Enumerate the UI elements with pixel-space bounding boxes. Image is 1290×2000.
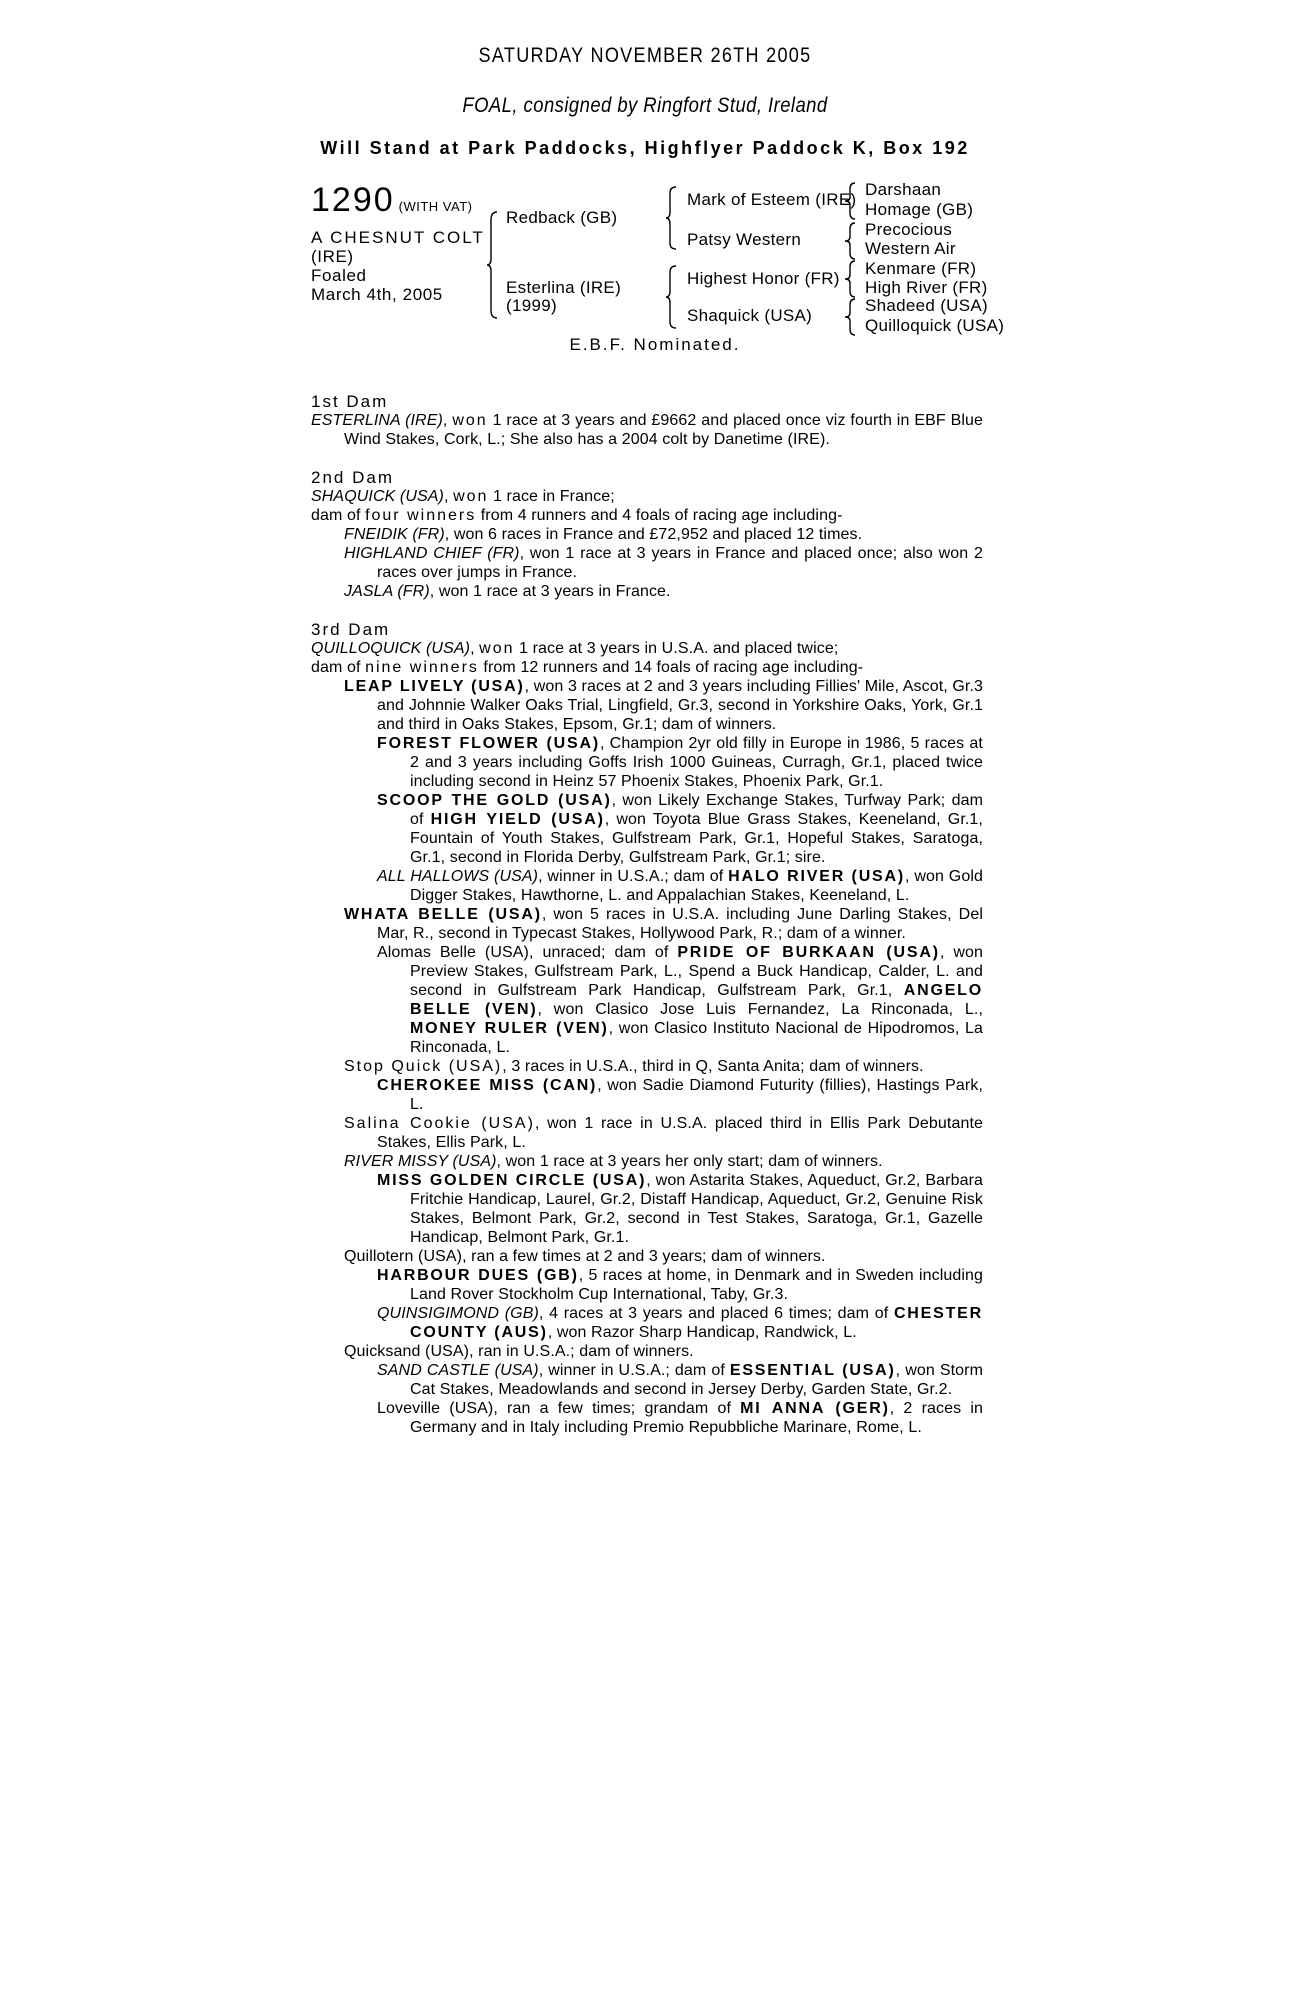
pedigree-bracket-gen1	[487, 210, 503, 320]
pedigree-dsd: High River (FR)	[865, 278, 988, 297]
miss-golden-circle-text: , won Astarita Stakes, Aqueduct, Gr.2, Barbara Fritchie Handicap, Laurel, Gr.2, Distaff Handicap, Aqueduct, Gr.2, Genuine Risk Stakes, Belmont Park, Gr.2, second in Test Stakes, Saratoga, Gr.1, Gazelle Handicap, Belmont Park, Gr.1.	[410, 1172, 984, 1246]
jasla-name: JASLA (FR)	[344, 583, 430, 600]
lot-number-row	[311, 181, 501, 226]
miss-golden-circle-entry	[311, 1171, 983, 1247]
vat-label: (WITH VAT)	[398, 199, 473, 214]
leap-lively-text: , won 3 races at 2 and 3 years including Fillies' Mile, Ascot, Gr.3 and Johnnie Walker Oaks Trial, Lingfield, Gr.3, second in Yorkshire Oaks, York, Gr.1 and third in Oaks Stakes, Epsom, Gr.1; dam of winners.	[377, 678, 983, 733]
stop-quick-text: , 3 races in U.S.A., third in Q, Santa Anita; dam of winners.	[502, 1058, 924, 1075]
salina-cookie-entry	[311, 1114, 983, 1152]
scoop-the-gold-name: SCOOP THE GOLD (USA)	[377, 792, 612, 809]
sand-castle-text-b: , won Storm Cat Stakes, Meadowlands and second in Jersey Derby, Garden State, Gr.2.	[410, 1362, 983, 1398]
dam2-text: 1 race in France;	[488, 488, 615, 505]
halo-river-name: HALO RIVER (USA)	[728, 868, 905, 885]
dam1-text: 1 race at 3 years and £9662 and placed once viz fourth in EBF Blue Wind Stakes, Cork, L.; She also has a 2004 colt by Danetime (IRE).	[344, 412, 984, 448]
mi-anna-name: MI ANNA (GER)	[740, 1400, 890, 1417]
foaled-date: March 4th, 2005	[311, 285, 443, 304]
cherokee-miss-entry	[311, 1076, 983, 1114]
dam3-dam-of: dam of	[311, 659, 366, 676]
pedigree-ddd: Quilloquick (USA)	[865, 316, 1005, 335]
dam3-heading: 3rd Dam	[311, 620, 391, 639]
dam3-entry: QUILLOQUICK (USA), won 1 race at 3 years in U.S.A. and placed twice;	[311, 640, 839, 657]
lot-country: (IRE)	[311, 247, 354, 266]
all-hallows-text-a: , winner in U.S.A.; dam of	[538, 868, 729, 885]
pedigree-bracket-ss	[845, 181, 861, 221]
alomas-belle-text-c: , won Clasico Jose Luis Fernandez, La Rinconada, L.,	[537, 1001, 983, 1018]
river-missy-entry	[311, 1152, 983, 1171]
dam2-winner-count: four winners	[365, 507, 477, 524]
ebf-nomination: E.B.F. Nominated.	[569, 335, 741, 354]
all-hallows-entry	[311, 867, 983, 905]
quillotern-entry: Quillotern (USA), ran a few times at 2 and 3 years; dam of winners.	[344, 1248, 826, 1265]
stop-quick-entry	[311, 1057, 983, 1076]
pedigree-sdd: Western Air	[865, 239, 956, 258]
pedigree-bracket-ds	[845, 259, 861, 299]
forest-flower-name: FOREST FLOWER (USA)	[377, 735, 600, 752]
sand-castle-name: SAND CASTLE (USA)	[377, 1362, 539, 1379]
leap-lively-entry	[311, 677, 983, 734]
lot-block	[311, 181, 501, 304]
dam2-produce-2	[311, 544, 983, 582]
consignor-line: FOAL, consigned by Ringfort Stud, Ireland	[462, 94, 828, 117]
dam3-won: won	[479, 640, 515, 657]
quicksand-entry: Quicksand (USA), ran in U.S.A.; dam of winners.	[344, 1343, 694, 1360]
all-hallows-name: ALL HALLOWS (USA)	[377, 868, 539, 885]
whata-belle-text: , won 5 races in U.S.A. including June Darling Stakes, Del Mar, R., second in Typecast Stakes, Hollywood Park, R.; dam of a winner.	[377, 906, 983, 942]
quinsigimond-text-a: , 4 races at 3 years and placed 6 times; dam of	[538, 1305, 894, 1322]
pedigree-sds: Precocious	[865, 220, 953, 239]
lot-number: 1290	[311, 181, 395, 219]
whata-belle-entry	[311, 905, 983, 943]
harbour-dues-text: , 5 races at home, in Denmark and in Sweden including Land Rover Stockholm Cup International, Taby, Gr.3.	[410, 1267, 983, 1303]
pedigree-sire: Redback (GB)	[506, 208, 618, 227]
alomas-belle-entry	[311, 943, 983, 1057]
high-yield-name: HIGH YIELD (USA)	[430, 811, 605, 828]
loveville-text-a: Loveville (USA), ran a few times; grandam of	[377, 1400, 741, 1417]
quinsigimond-entry	[311, 1304, 983, 1342]
salina-cookie-text: , won 1 race in U.S.A. placed third in Ellis Park Debutante Stakes, Ellis Park, L.	[377, 1115, 983, 1151]
alomas-belle-text-a: Alomas Belle (USA), unraced; dam of	[377, 944, 678, 961]
dam3-produce-summary	[311, 658, 983, 677]
sand-castle-text-a: , winner in U.S.A.; dam of	[538, 1362, 730, 1379]
dam1-entry: ESTERLINA (IRE), won 1 race at 3 years and £9662 and placed once viz fourth in EBF Blue Wind Stakes, Cork, L.; She also has a 2004 colt by Danetime (IRE).	[311, 412, 984, 448]
pedigree-bracket-sire	[666, 185, 682, 251]
dam2-produce-3	[311, 582, 983, 601]
pedigree-dam-year: (1999)	[506, 296, 557, 315]
pedigree-bracket-dd	[845, 297, 861, 337]
sand-castle-entry	[311, 1361, 983, 1399]
forest-flower-entry	[311, 734, 983, 791]
pedigree-dam-dam: Shaquick (USA)	[687, 306, 813, 325]
dam1-won: won	[452, 412, 488, 429]
dam2-heading: 2nd Dam	[311, 468, 394, 487]
dam1-name: ESTERLINA (IRE)	[311, 412, 443, 429]
dam2-runner-count: from 4 runners and 4 foals of racing age including-	[476, 507, 843, 524]
foaled-label: Foaled	[311, 266, 367, 285]
pedigree-ssd: Homage (GB)	[865, 200, 974, 219]
leap-lively-name: LEAP LIVELY (USA)	[344, 678, 525, 695]
pedigree-sss: Darshaan	[865, 180, 942, 199]
pedigree-bracket-dam	[666, 264, 682, 330]
alomas-belle-text-b: , won Preview Stakes, Gulfstream Park, L., Spend a Buck Handicap, Calder, L. and second in Gulfstream Park Handicap, Gulfstream Park, Gr.1,	[410, 944, 984, 999]
scoop-the-gold-entry	[311, 791, 983, 867]
dam3-name: QUILLOQUICK (USA)	[311, 640, 471, 657]
pedigree-dam-sire: Highest Honor (FR)	[687, 269, 840, 288]
pedigree-sire-dam: Patsy Western	[687, 230, 802, 249]
harbour-dues-entry	[311, 1266, 983, 1304]
harbour-dues-name: HARBOUR DUES (GB)	[377, 1267, 579, 1284]
loveville-entry	[311, 1399, 983, 1437]
fneidik-text: , won 6 races in France and £72,952 and placed 12 times.	[444, 526, 863, 543]
cherokee-miss-name: CHEROKEE MISS (CAN)	[377, 1077, 598, 1094]
alomas-belle-text-d: , won Clasico Instituto Nacional de Hipodromos, La Rinconada, L.	[410, 1020, 983, 1056]
scoop-the-gold-text-b: , won Toyota Blue Grass Stakes, Keeneland, Gr.1, Fountain of Youth Stakes, Gulfstream Park, Gr.1, Hopeful Stakes, Saratoga, Gr.1, second in Florida Derby, Gulfstream Park, Gr.1; sire.	[410, 811, 983, 866]
miss-golden-circle-name: MISS GOLDEN CIRCLE (USA)	[377, 1172, 647, 1189]
dam2-name: SHAQUICK (USA)	[311, 488, 444, 505]
catalogue-body	[311, 373, 983, 1437]
pedigree-sire-sire: Mark of Esteem (IRE)	[687, 190, 857, 209]
money-ruler-name: MONEY RULER (VEN)	[410, 1020, 609, 1037]
stop-quick-name: Stop Quick (USA)	[344, 1058, 503, 1075]
dam3-winner-count: nine winners	[365, 659, 479, 676]
river-missy-name: RIVER MISSY (USA)	[344, 1153, 497, 1170]
essential-name: ESSENTIAL (USA)	[729, 1362, 896, 1379]
jasla-text: , won 1 race at 3 years in France.	[429, 583, 671, 600]
chester-county-name: CHESTER COUNTY (AUS)	[410, 1305, 983, 1341]
dam2-entry: SHAQUICK (USA), won 1 race in France;	[311, 488, 615, 505]
river-missy-text: , won 1 race at 3 years her only start; dam of winners.	[496, 1153, 883, 1170]
whata-belle-name: WHATA BELLE (USA)	[344, 906, 542, 923]
lot-description: A CHESNUT COLT	[311, 228, 485, 247]
dam2-produce-summary	[311, 506, 983, 525]
dam1-heading: 1st Dam	[311, 392, 389, 411]
quinsigimond-name: QUINSIGIMOND (GB)	[377, 1305, 539, 1322]
loveville-text-b: , 2 races in Germany and in Italy including Premio Repubbliche Marinare, Rome, L.	[410, 1400, 983, 1436]
stabling-line: Will Stand at Park Paddocks, Highflyer Paddock K, Box 192	[320, 138, 970, 158]
pride-of-burkaan-name: PRIDE OF BURKAAN (USA)	[677, 944, 940, 961]
forest-flower-text: , Champion 2yr old filly in Europe in 1986, 5 races at 2 and 3 years including Goffs Irish 1000 Guineas, Curragh, Gr.1, placed twice including second in Heinz 57 Phoenix Stakes, Phoenix Park, Gr.1.	[410, 735, 983, 790]
highland-chief-name: HIGHLAND CHIEF (FR)	[344, 545, 520, 562]
highland-chief-text: , won 1 race at 3 years in France and placed once; also won 2 races over jumps in France.	[377, 545, 984, 581]
scoop-the-gold-text-a: , won Likely Exchange Stakes, Turfway Park; dam of	[410, 792, 983, 828]
quinsigimond-text-b: , won Razor Sharp Handicap, Randwick, L.	[547, 1324, 857, 1341]
angelo-belle-name: ANGELO BELLE (VEN)	[410, 982, 983, 1018]
pedigree-dds: Shadeed (USA)	[865, 296, 988, 315]
pedigree-bracket-sd	[845, 221, 861, 261]
cherokee-miss-text: , won Sadie Diamond Futurity (fillies), Hastings Park, L.	[410, 1077, 983, 1113]
dam3-runner-count: from 12 runners and 14 foals of racing age including-	[478, 659, 864, 676]
all-hallows-text-b: , won Gold Digger Stakes, Hawthorne, L. and Appalachian Stakes, Keeneland, L.	[410, 868, 983, 904]
dam2-dam-of: dam of	[311, 507, 366, 524]
dam3-text: 1 race at 3 years in U.S.A. and placed twice;	[514, 640, 839, 657]
sale-date: SATURDAY NOVEMBER 26TH 2005	[478, 44, 812, 67]
salina-cookie-name: Salina Cookie (USA)	[344, 1115, 535, 1132]
dam2-won: won	[453, 488, 489, 505]
pedigree-dam: Esterlina (IRE)	[506, 278, 622, 297]
pedigree-dss: Kenmare (FR)	[865, 259, 977, 278]
dam2-produce-1	[311, 525, 983, 544]
fneidik-name: FNEIDIK (FR)	[344, 526, 445, 543]
